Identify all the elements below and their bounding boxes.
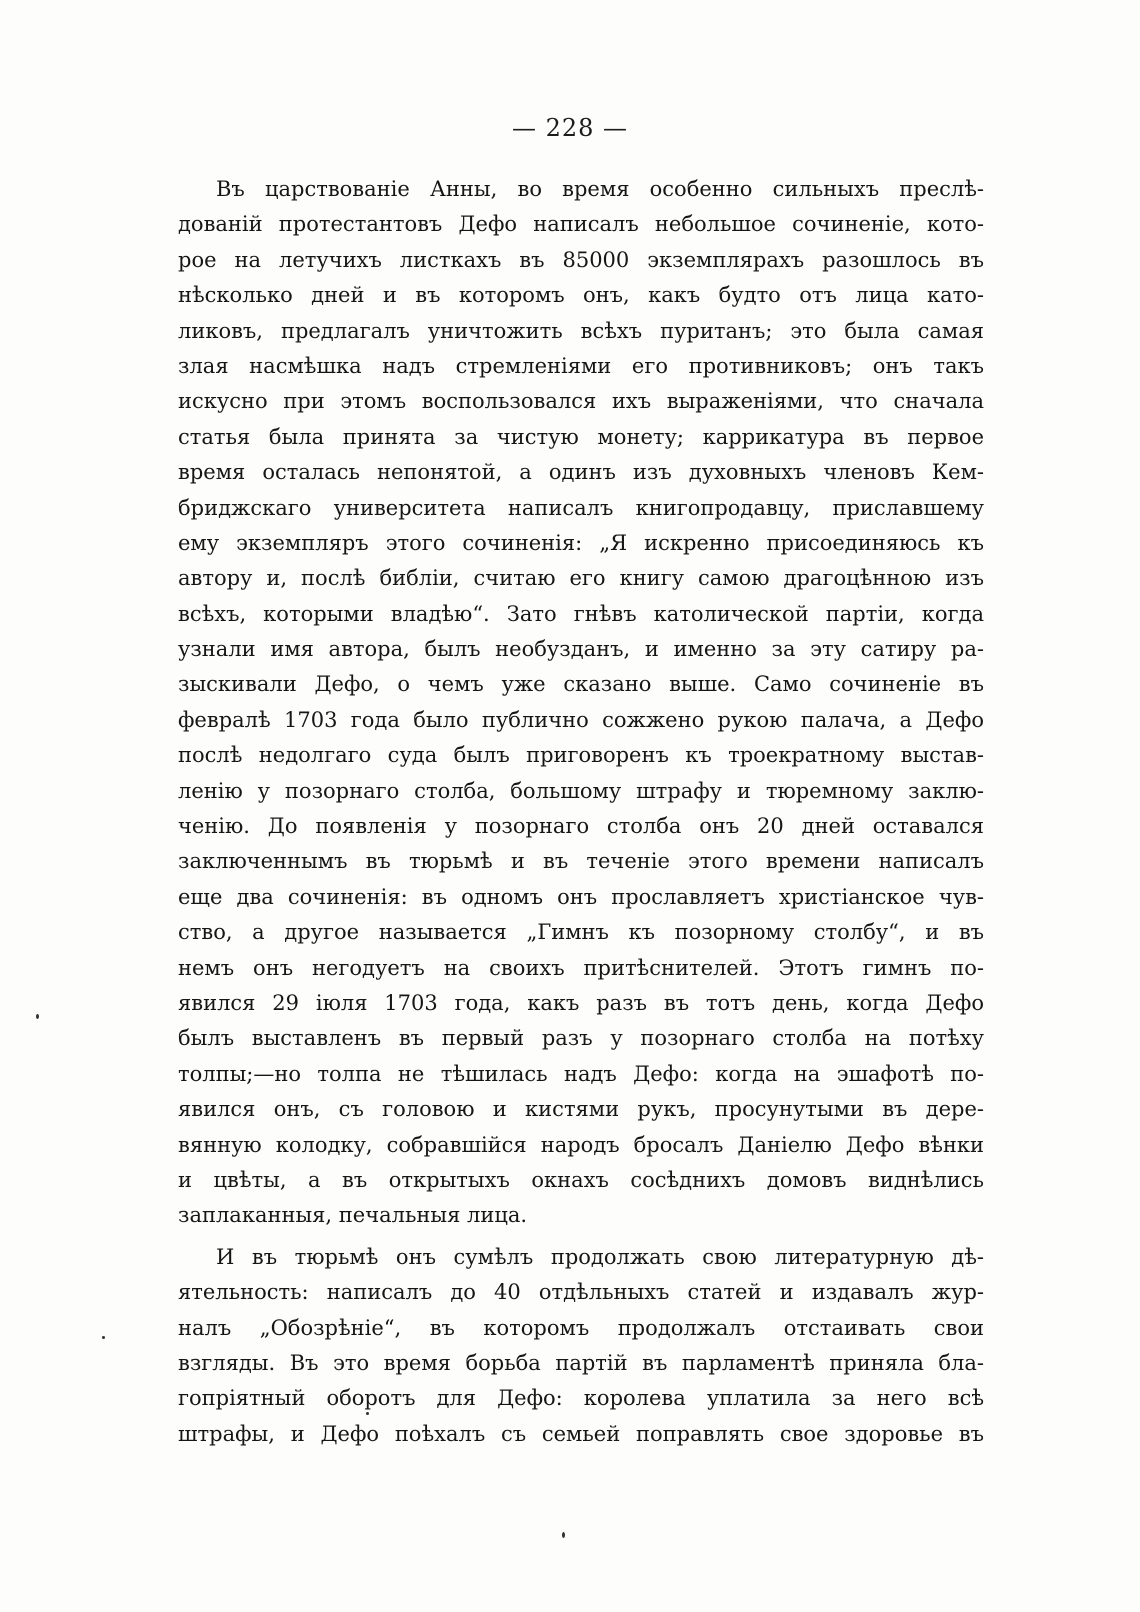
text-line: время осталась непонятой, а одинъ изъ духовныхъ членовъ Кем- [178,460,984,485]
text-line: ство, а другое называется „Гимнъ къ позорному столбу“, и въ [178,920,984,945]
text-line: нѣсколько дней и въ которомъ онъ, какъ будто отъ лица като- [178,283,984,308]
text-line: всѣхъ, которыми владѣю“. Зато гнѣвъ католической партіи, когда [178,601,984,626]
scan-speck [102,1336,105,1339]
text-line: Въ царствованіе Анны, во время особенно сильныхъ преслѣ- [216,177,984,201]
body-text [178,172,984,1452]
text-line: толпы;—но толпа не тѣшилась надъ Дефо: когда на эшафотѣ по- [178,1061,984,1086]
text-line: штрафы, и Дефо поѣхалъ съ семьей поправлять свое здоровье въ [178,1421,984,1446]
scan-speck [366,1412,369,1415]
text-line: ликовъ, предлагалъ уничтожить всѣхъ пуританъ; это была самая [178,318,984,343]
text-line: рое на летучихъ листкахъ въ 85000 экземплярахъ разошлось въ [178,247,984,272]
text-line: ченію. До появленія у позорнаго столба онъ 20 дней оставался [178,814,984,839]
text-line: злая насмѣшка надъ стремленіями его противниковъ; онъ такъ [178,353,984,378]
text-line: былъ выставленъ въ первый разъ у позорнаго столба на потѣху [178,1026,984,1051]
text-line: заключеннымъ въ тюрьмѣ и въ теченіе этого времени написалъ [178,849,984,874]
text-line: февралѣ 1703 года было публично сожжено рукою палача, а Дефо [178,707,984,732]
text-line: явился 29 іюля 1703 года, какъ разъ въ тотъ день, когда Дефо [178,990,984,1015]
text-line: ятельность: написалъ до 40 отдѣльныхъ статей и издавалъ жур- [178,1280,984,1305]
text-line: послѣ недолгаго суда былъ приговоренъ къ троекратному выстав- [178,743,984,768]
scan-speck [562,1532,565,1538]
text-line: и цвѣты, а въ открытыхъ окнахъ сосѣднихъ домовъ виднѣлись [178,1167,984,1192]
scan-speck [36,1014,39,1019]
text-line: заплаканныя, печальныя лица. [178,1203,528,1228]
text-line: явился онъ, съ головою и кистями рукъ, просунутыми въ дере- [178,1097,984,1122]
text-line: ленію у позорнаго столба, большому штрафу и тюремному заклю- [178,778,984,803]
text-line: гопріятный оборотъ для Дефо: королева уплатила за него всѣ [178,1386,984,1411]
text-line: узнали имя автора, былъ необузданъ, и именно за эту сатиру ра- [178,637,984,662]
text-line: И въ тюрьмѣ онъ сумѣлъ продолжать свою литературную дѣ- [216,1244,984,1269]
paragraph-2 [178,1240,984,1452]
text-line: еще два сочиненія: въ одномъ онъ прославляетъ христіанское чув- [178,884,984,909]
text-line: зыскивали Дефо, о чемъ уже сказано выше. Само сочиненіе въ [178,672,984,697]
text-line: бриджскаго университета написалъ книгопродавцу, приславшему [178,495,984,520]
text-line: искусно при этомъ воспользовался ихъ выраженіями, что сначала [178,389,984,414]
text-line: дованій протестантовъ Дефо написалъ небольшое сочиненіе, кото- [178,212,984,237]
text-line: немъ онъ негодуетъ на своихъ притѣснителей. Этотъ гимнъ по- [178,955,984,980]
text-line: автору и, послѣ библіи, считаю его книгу самою драгоцѣнною изъ [178,566,984,591]
text-line: налъ „Обозрѣніе“, въ которомъ продолжалъ отстаивать свои [178,1315,984,1340]
page-number: — 228 — [511,114,629,142]
text-line: взгляды. Въ это время борьба партій въ парламентѣ приняла бла- [178,1350,984,1375]
text-line: ему экземпляръ этого сочиненія: „Я искренно присоединяюсь къ [178,530,984,555]
text-line: статья была принята за чистую монету; каррикатура въ первое [178,424,984,449]
text-line: вянную колодку, собравшійся народъ бросалъ Даніелю Дефо вѣнки [178,1132,984,1157]
paragraph-1 [178,172,984,1234]
